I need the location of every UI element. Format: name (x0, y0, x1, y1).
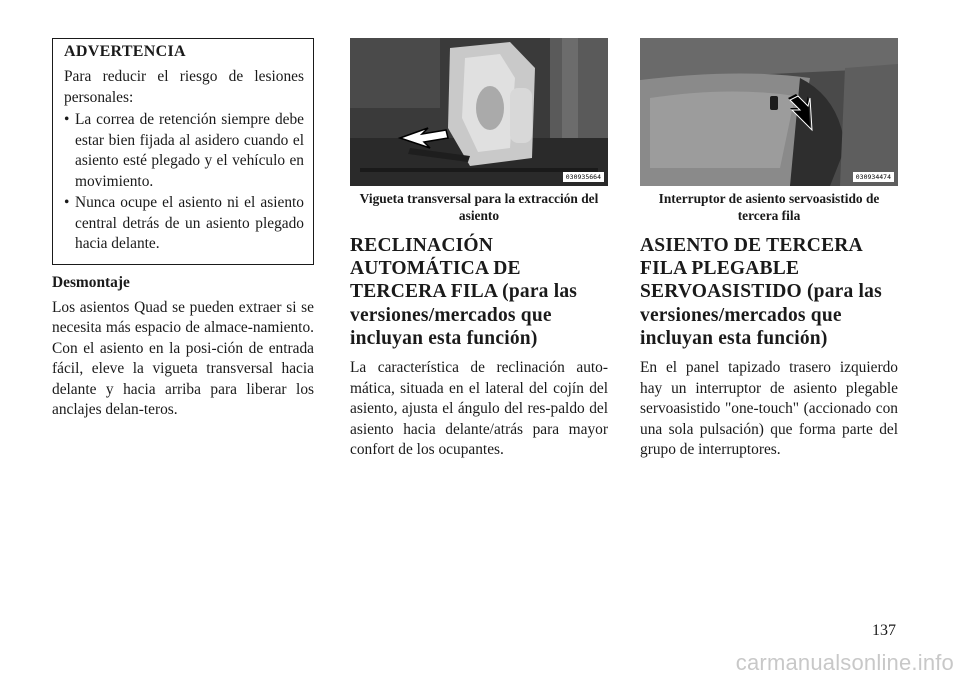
left-column (52, 38, 314, 421)
middle-column (350, 38, 608, 461)
warning-item-text: Nunca ocupe el asiento ni el asiento central detrás de un asiento plegado hacia delante. (75, 194, 304, 252)
bullet-icon: • (64, 111, 70, 128)
warning-item (64, 110, 304, 192)
section-heading: RECLINACIÓN AUTOMÁTICA DE TERCERA FILA (para las versiones/mercados que incluyan esta función) (350, 235, 578, 349)
power-fold-switch-illustration (640, 38, 898, 186)
seat-crossbar-photo (350, 38, 608, 186)
figure-caption: Vigueta transversal para la extracción del asiento (359, 191, 599, 223)
figure-code: 030935664 (563, 172, 604, 182)
removal-heading: Desmontaje (52, 273, 130, 291)
right-column (640, 38, 898, 461)
power-fold-switch-photo (640, 38, 898, 186)
warning-box (52, 38, 314, 265)
warning-item-text: La correa de retención siempre debe estar bien fijada al asidero cuando el asiento esté plegado y el vehículo en movimiento. (75, 111, 304, 190)
warning-intro: Para reducir el riesgo de lesiones personales: (64, 68, 304, 106)
figure-caption: Interruptor de asiento servoasistido de tercera fila (658, 191, 880, 223)
removal-text: Los asientos Quad se pueden extraer si se necesita más espacio de almace-namiento. Con el asiento en la posi-ción de entrada fácil, eleve la vigueta transversal hacia delante y hacia arriba para liberar los anclajes delan-teros. (52, 298, 314, 418)
warning-item (64, 193, 304, 255)
section-text: La característica de reclinación auto-mática, situada en el lateral del cojín del asiento, ajusta el ángulo del res-paldo del asiento hacia delante/atrás para mayor confort de los ocupantes. (350, 359, 608, 459)
page-number: 137 (872, 622, 896, 639)
figure-code: 030934474 (853, 172, 894, 182)
seat-crossbar-illustration (350, 38, 608, 186)
site-watermark[interactable]: carmanualsonline.info (735, 650, 954, 675)
section-text: En el panel tapizado trasero izquierdo hay un interruptor de asiento plegable servoasistido "one-touch" (accionado con una sola pulsación) que forma parte del grupo de interruptores. (640, 359, 898, 459)
section-heading: ASIENTO DE TERCERA FILA PLEGABLE SERVOASISTIDO (para las versiones/mercados que incluyan esta función) (640, 235, 882, 349)
bullet-icon: • (64, 194, 70, 211)
warning-title: ADVERTENCIA (64, 43, 186, 60)
warning-list (64, 110, 304, 255)
